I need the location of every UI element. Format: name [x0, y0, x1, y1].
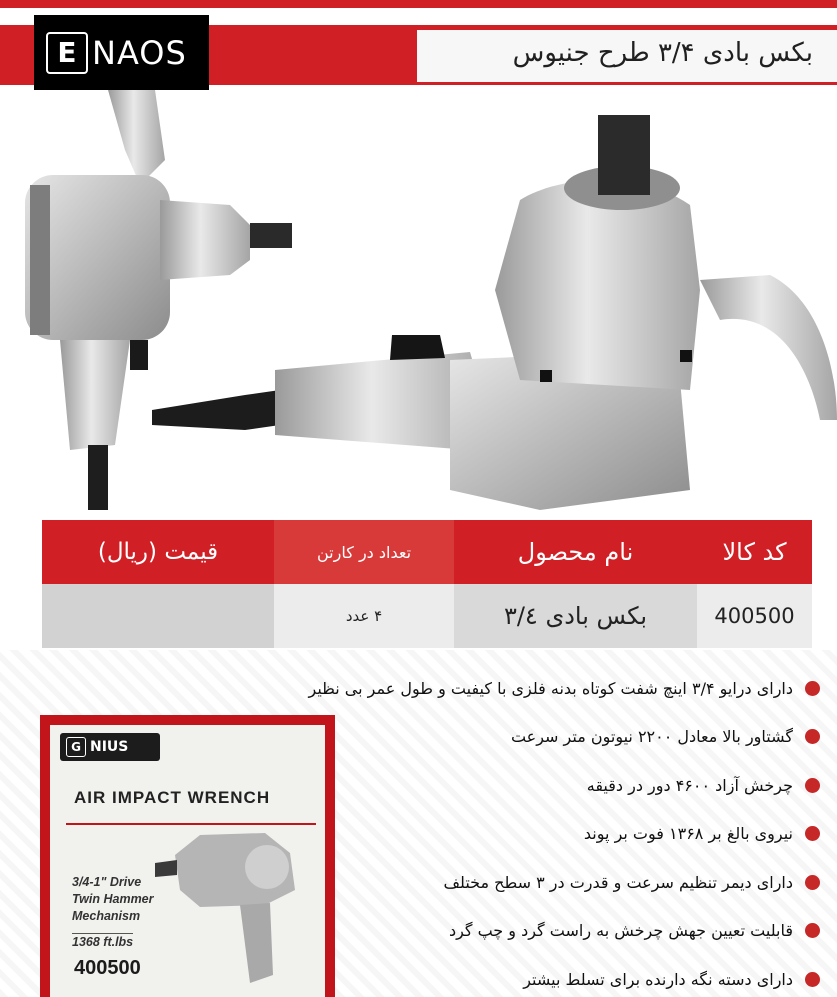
box-wrench-image	[155, 815, 315, 995]
bullet-icon	[805, 778, 820, 793]
impact-wrench-side-image	[25, 90, 292, 510]
product-box-image	[40, 715, 335, 997]
logo-mark: E	[46, 32, 88, 74]
box-logo-mark: G	[66, 737, 86, 757]
logo-text: NAOS	[92, 33, 187, 72]
page-title: بکس بادی ۳/۴ طرح جنیوس	[417, 30, 837, 82]
feature-list	[308, 664, 820, 997]
list-item: دارای دسته نگه دارنده برای تسلط بیشتر	[380, 955, 820, 997]
cell-code: 400500	[697, 584, 812, 648]
impact-wrench-angle-image	[152, 115, 837, 510]
bullet-icon	[805, 923, 820, 938]
list-item: چرخش آزاد ۴۶۰۰ دور در دقیقه	[380, 761, 820, 810]
bullet-icon	[805, 875, 820, 890]
list-item: قابلیت تعیین جهش چرخش به راست گرد و چپ گرد	[380, 907, 820, 956]
bullet-icon	[805, 826, 820, 841]
price-table	[42, 520, 812, 648]
cell-price	[42, 584, 274, 648]
box-logo-text: NIUS	[90, 739, 129, 755]
box-spec-line: 3/4-1" Drive	[72, 875, 142, 889]
top-accent-rule	[0, 0, 837, 8]
list-item: گشتاور بالا معادل ۲۲۰۰ نیوتون متر سرعت	[380, 713, 820, 762]
bullet-icon	[805, 729, 820, 744]
box-spec-line: Twin Hammer	[72, 892, 154, 906]
box-title: AIR IMPACT WRENCH	[74, 788, 271, 807]
header-code: کد کالا	[697, 520, 812, 584]
list-item: نیروی بالغ بر ۱۳۶۸ فوت بر پوند	[380, 810, 820, 859]
bullet-icon	[805, 972, 820, 987]
cell-product-name: بکس بادی ۳/٤	[454, 584, 697, 648]
cell-carton-qty: ۴ عدد	[274, 584, 454, 648]
header-price: قیمت (ریال)	[42, 520, 274, 584]
brand-logo	[34, 15, 209, 90]
list-item: دارای درایو ۳/۴ اینچ شفت کوتاه بدنه فلزی با کیفیت و طول عمر بی نظیر	[380, 664, 820, 713]
box-spec-line: Mechanism	[72, 909, 141, 923]
header-carton-qty: تعداد در کارتن	[274, 520, 454, 584]
box-product-code: 400500	[74, 957, 141, 979]
box-spec-line: 1368 ft.lbs	[72, 935, 134, 949]
header-product-name: نام محصول	[454, 520, 697, 584]
list-item: دارای دیمر تنظیم سرعت و قدرت در ۳ سطح مختلف	[380, 858, 820, 907]
product-photo	[0, 90, 837, 520]
bullet-icon	[805, 681, 820, 696]
box-brand-logo	[60, 733, 160, 761]
box-label	[50, 725, 325, 997]
